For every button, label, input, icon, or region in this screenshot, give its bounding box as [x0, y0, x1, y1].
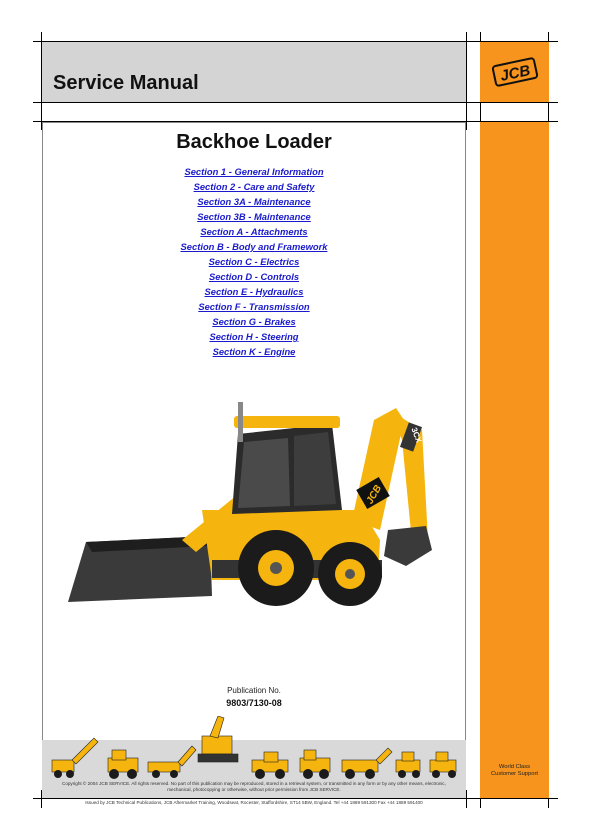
- side-brand-bar: [480, 122, 549, 798]
- manual-title: Backhoe Loader: [176, 131, 332, 153]
- section-item: [42, 297, 466, 312]
- section-item: [42, 312, 466, 327]
- body-decal: JCB: [364, 483, 385, 507]
- copyright-notice: Copyright © 2004 JCB SERVICE. All rights reserved. No part of this publication may be reproduced, stored in a retrieval system, or transmitted in any form or by any other means, electronic, mechanical, photocopying or otherwise, without prior permission from JCB SERVICE.: [62, 781, 446, 792]
- section-link-e[interactable]: Section E - Hydraulics: [204, 286, 304, 297]
- section-item: [42, 282, 466, 297]
- section-link-b[interactable]: Section B - Body and Framework: [180, 241, 328, 252]
- section-link-g[interactable]: Section G - Brakes: [212, 316, 296, 327]
- section-link-3a[interactable]: Section 3A - Maintenance: [197, 196, 311, 207]
- tagline-line-1: World Class: [498, 764, 531, 770]
- crop-mark: [466, 790, 467, 808]
- section-item: [42, 327, 466, 342]
- section-item: [42, 267, 466, 282]
- crop-mark: [466, 112, 467, 130]
- jcb-logo-text: JCB: [498, 62, 532, 85]
- crop-mark: [33, 102, 475, 103]
- tagline-line-2: Customer Support: [490, 771, 539, 777]
- section-link-c[interactable]: Section C - Electrics: [208, 256, 300, 267]
- section-link-f[interactable]: Section F - Transmission: [198, 301, 310, 312]
- issued-by: Issued by JCB Technical Publications, JCB Aftermarket Training, Woodseat, Rocester, Staffordshire, ST14 5BW, England. Tel +44 1889 591300 Fax +44 1889 591400: [85, 800, 423, 805]
- section-item: [42, 252, 466, 267]
- publication-number: 9803/7130-08: [226, 698, 282, 708]
- tagline: [480, 764, 549, 778]
- section-link-1[interactable]: Section 1 - General Information: [184, 166, 324, 177]
- section-item: [42, 192, 466, 207]
- publication-label: Publication No.: [227, 686, 281, 695]
- section-item: [42, 342, 466, 357]
- section-item: [42, 207, 466, 222]
- backhoe-loader-image: [62, 390, 450, 614]
- page-title: Service Manual: [53, 72, 199, 94]
- section-link-2[interactable]: Section 2 - Care and Safety: [193, 181, 315, 192]
- section-item: [42, 222, 466, 237]
- section-link-3b[interactable]: Section 3B - Maintenance: [197, 211, 311, 222]
- section-item: [42, 177, 466, 192]
- section-link-h[interactable]: Section H - Steering: [209, 331, 299, 342]
- crop-mark: [472, 102, 558, 103]
- crop-mark: [472, 798, 558, 799]
- section-link-a[interactable]: Section A - Attachments: [200, 226, 308, 237]
- jcb-logo: [488, 50, 542, 94]
- crop-mark: [466, 32, 467, 112]
- section-list: [42, 162, 466, 357]
- section-link-d[interactable]: Section D - Controls: [208, 271, 300, 282]
- section-link-k[interactable]: Section K - Engine: [212, 346, 296, 357]
- section-item: [42, 162, 466, 177]
- machine-lineup-image: [42, 716, 466, 780]
- crop-mark: [33, 798, 475, 799]
- section-item: [42, 237, 466, 252]
- arm-decal: 3CX: [409, 426, 424, 444]
